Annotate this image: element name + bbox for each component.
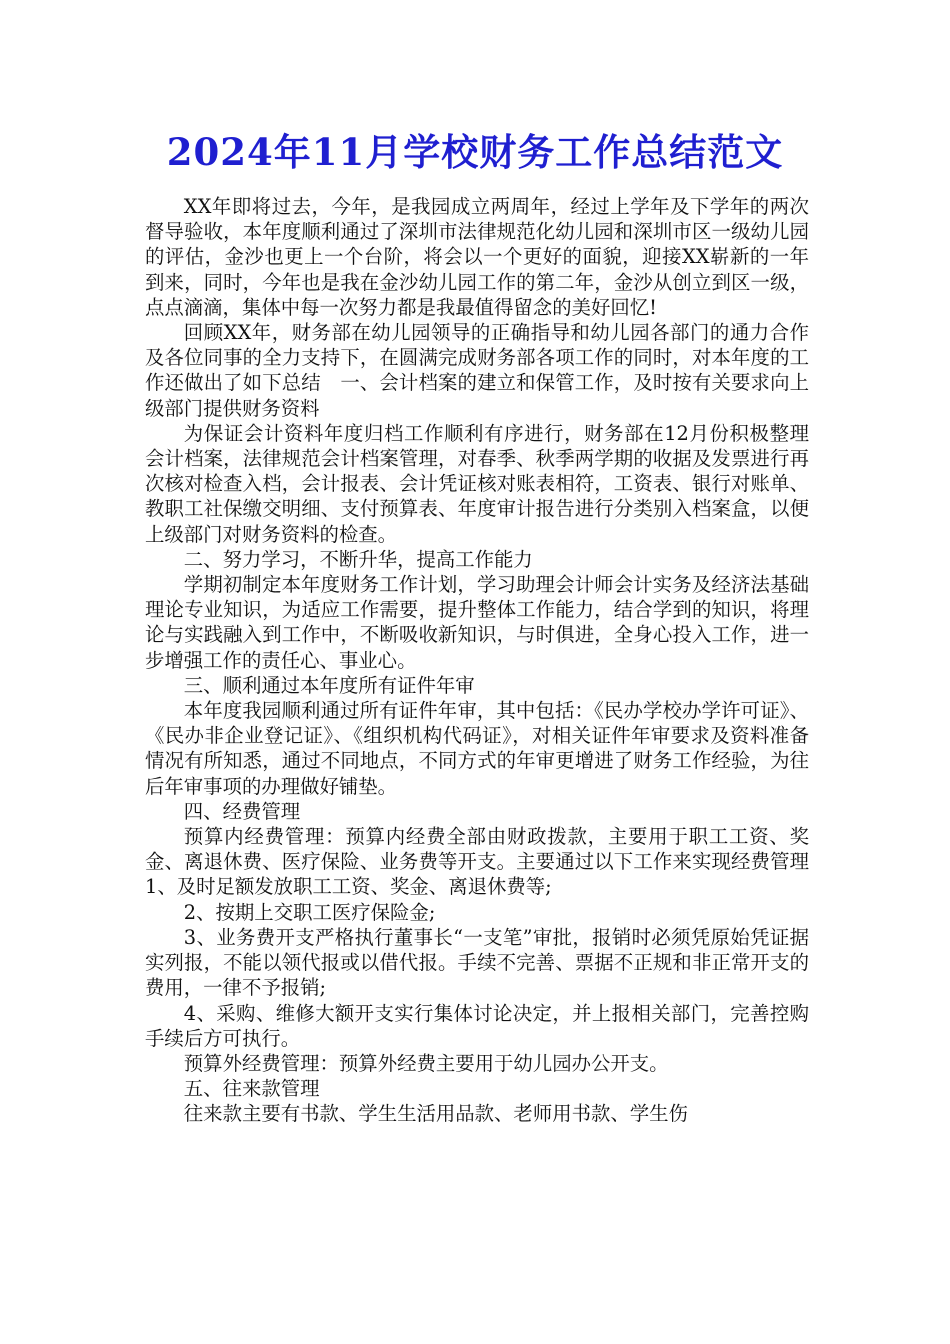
list-item-3: 3、业务费开支严格执行董事长“一支笔”审批，报销时必须凭原始凭证据实列报，不能以领代报或以借代报。手续不完善、票据不正规和非正常开支的费用，一律不予报销; [145, 925, 809, 1000]
paragraph-study: 学期初制定本年度财务工作计划，学习助理会计师会计实务及经济法基础理论专业知识，为适应工作需要，提升整体工作能力，结合学到的知识，将理论与实践融入到工作中，不断吸收新知识，与时俱进，全身心投入工作，进一步增强工作的责任心、事业心。 [145, 573, 809, 672]
document-body [145, 194, 829, 1127]
section-heading-3: 三、顺利通过本年度所有证件年审 [183, 673, 475, 697]
paragraph-intro: XX年即将过去，今年，是我园成立两周年，经过上学年及下学年的两次督导验收，本年度顺利通过了深圳市法律规范化幼儿园和深圳市区一级幼儿园的评估，金沙也更上一个台阶，将会以一个更好的面貌，迎接XX崭新的一年到来，同时，今年也是我在金沙幼儿园工作的第二年，金沙从创立到区一级，点点滴滴，集体中每一次努力都是我最值得留念的美好回忆! [145, 195, 809, 319]
document-title: 2024年11月学校财务工作总结范文 [166, 130, 784, 174]
paragraph-receivables: 往来款主要有书款、学生生活用品款、老师用书款、学生伤 [183, 1102, 688, 1126]
list-item-4: 4、采购、维修大额开支实行集体讨论决定，并上报相关部门，完善控购手续后方可执行。 [145, 1001, 809, 1050]
section-heading-4: 四、经费管理 [183, 799, 301, 823]
list-item-2: 2、按期上交职工医疗保险金; [183, 900, 436, 924]
paragraph-budget-in: 预算内经费管理：预算内经费全部由财政拨款，主要用于职工工资、奖金、离退休费、医疗保险、业务费等开支。主要通过以下工作来实现经费管理 1、及时足额发放职工工资、奖金、离退休费等; [145, 825, 829, 899]
paragraph-archives: 为保证会计资料年度归档工作顺利有序进行，财务部在12月份积极整理会计档案，法律规范会计档案管理，对春季、秋季两学期的收据及发票进行再次核对检查入档，会计报表、会计凭证核对账表相符，工资表、银行对账单、教职工社保缴交明细、支付预算表、年度审计报告进行分类别入档案盒，以便上级部门对财务资料的检查。 [145, 421, 809, 546]
paragraph-review: 回顾XX年，财务部在幼儿园领导的正确指导和幼儿园各部门的通力合作及各位同事的全力支持下，在圆满完成财务部各项工作的同时，对本年度的工作还做出了如下总结 一、会计档案的建立和保管工作，及时按有关要求向上级部门提供财务资料 [145, 321, 809, 420]
paragraph-certificates: 本年度我园顺利通过所有证件年审，其中包括：《民办学校办学许可证》、《民办非企业登记证》、《组织机构代码证》，对相关证件年审要求及资料准备情况有所知悉，通过不同地点，不同方式的年审更增进了财务工作经验，为往后年审事项的办理做好铺垫。 [145, 699, 809, 798]
section-heading-2: 二、努力学习，不断升华，提高工作能力 [183, 547, 533, 571]
paragraph-budget-out: 预算外经费管理：预算外经费主要用于幼儿园办公开支。 [183, 1051, 669, 1075]
section-heading-5: 五、往来款管理 [183, 1077, 320, 1101]
